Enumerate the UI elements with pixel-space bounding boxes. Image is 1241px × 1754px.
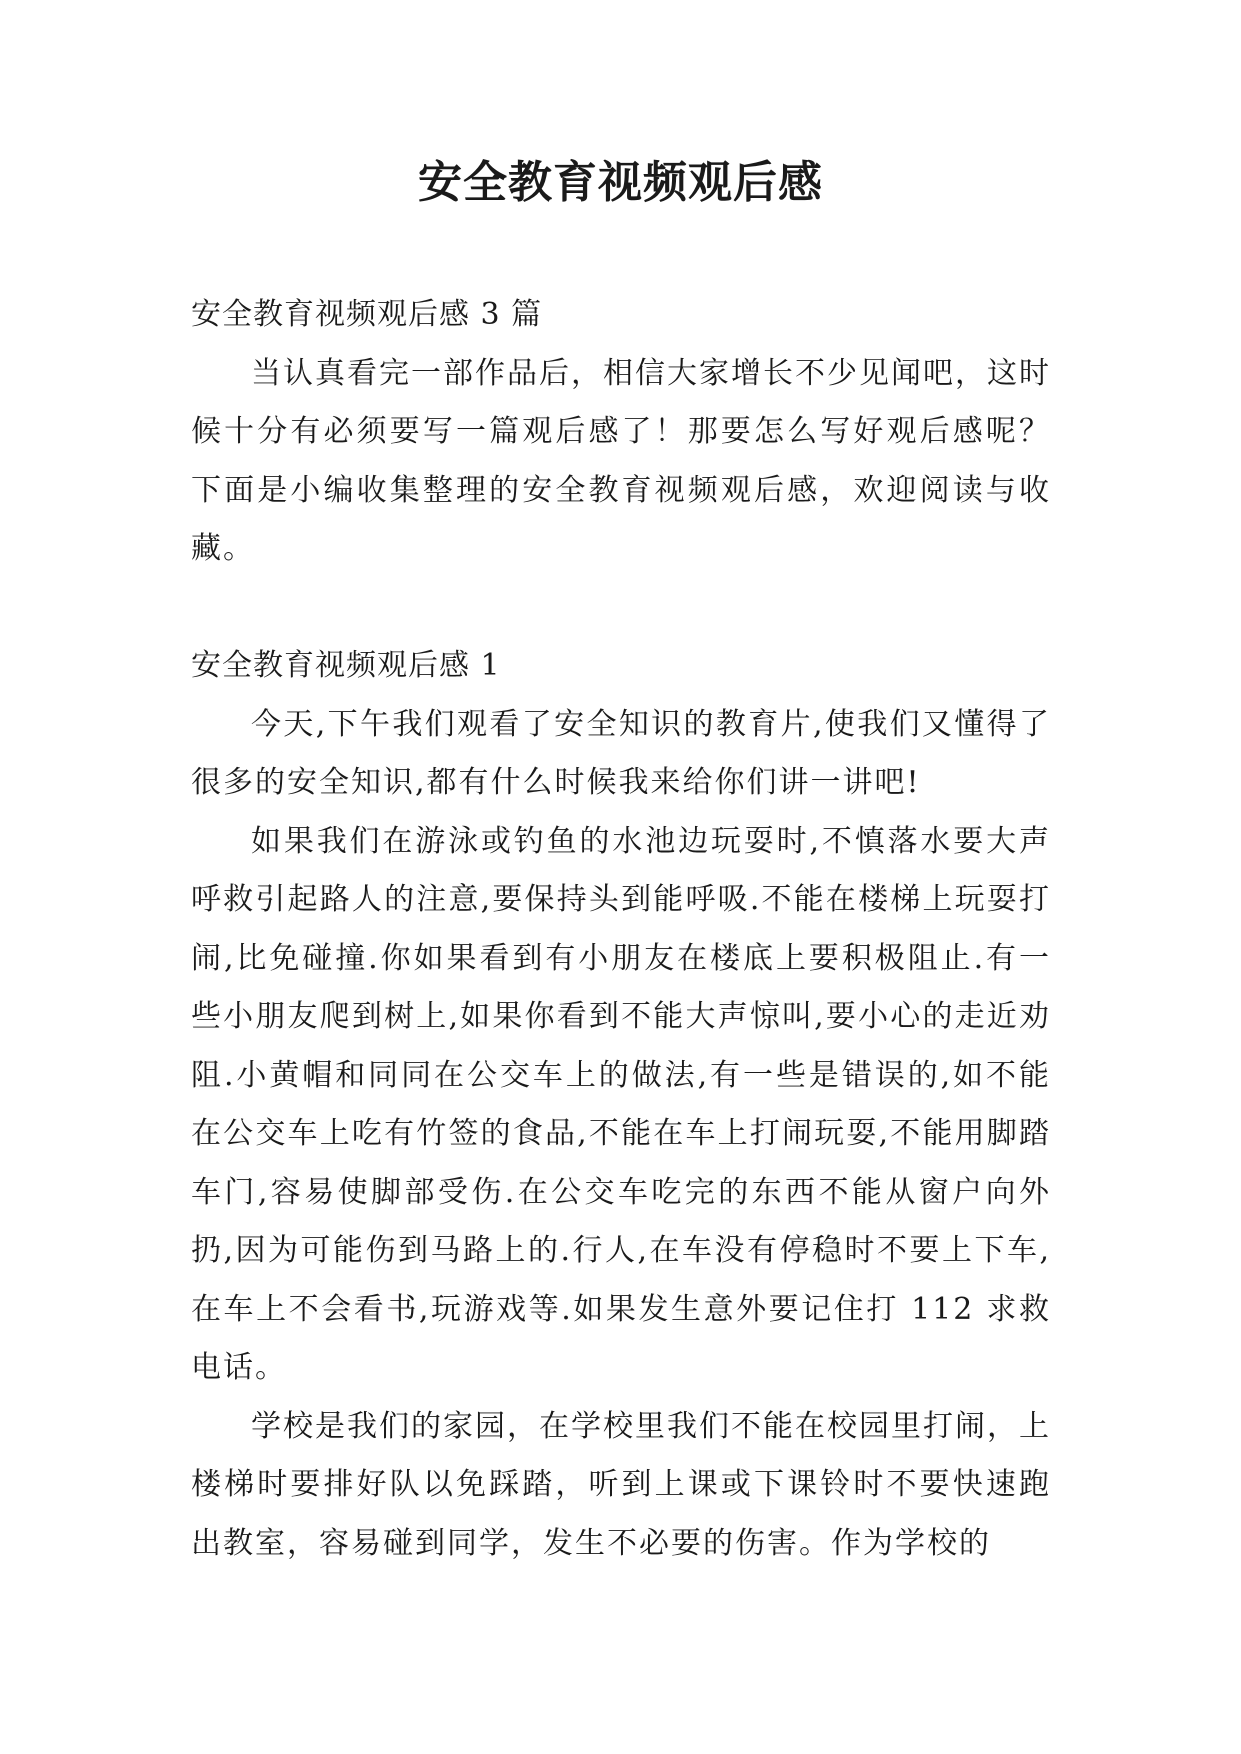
section-heading: 安全教育视频观后感 1 xyxy=(191,648,501,683)
paragraph-spacer xyxy=(191,579,1051,638)
document-subtitle: 安全教育视频观后感 3 篇 xyxy=(191,297,543,332)
body-paragraph: 如果我们在游泳或钓鱼的水池边玩耍时,不慎落水要大声呼救引起路人的注意,要保持头到能呼吸.不能在楼梯上玩耍打闹,比免碰撞.你如果看到有小朋友在楼底上要积极阻止.有一些小朋友爬到树上,如果你看到不能大声惊叫,要小心的走近劝阻.小黄帽和同同在公交车上的做法,有一些是错误的,如不能在公交车上吃有竹签的食品,不能在车上打闹玩耍,不能用脚踏车门,容易使脚部受伤.在公交车吃完的东西不能从窗户向外扔,因为可能伤到马路上的.行人,在车没有停稳时不要上下车,在车上不会看书,玩游戏等.如果发生意外要记住打 112 求救电话。 xyxy=(191,823,1051,1385)
intro-paragraph: 当认真看完一部作品后，相信大家增长不少见闻吧，这时候十分有必须要写一篇观后感了！那要怎么写好观后感呢？下面是小编收集整理的安全教育视频观后感，欢迎阅读与收藏。 xyxy=(191,355,1051,566)
body-paragraph: 学校是我们的家园，在学校里我们不能在校园里打闹，上楼梯时要排好队以免踩踏，听到上课或下课铃时不要快速跑出教室，容易碰到同学，发生不必要的伤害。作为学校的 xyxy=(191,1408,1051,1561)
body-paragraph: 今天,下午我们观看了安全知识的教育片,使我们又懂得了很多的安全知识,都有什么时候我来给你们讲一讲吧! xyxy=(191,706,1051,800)
document-body xyxy=(191,286,1051,1573)
document-title: 安全教育视频观后感 xyxy=(418,157,823,208)
